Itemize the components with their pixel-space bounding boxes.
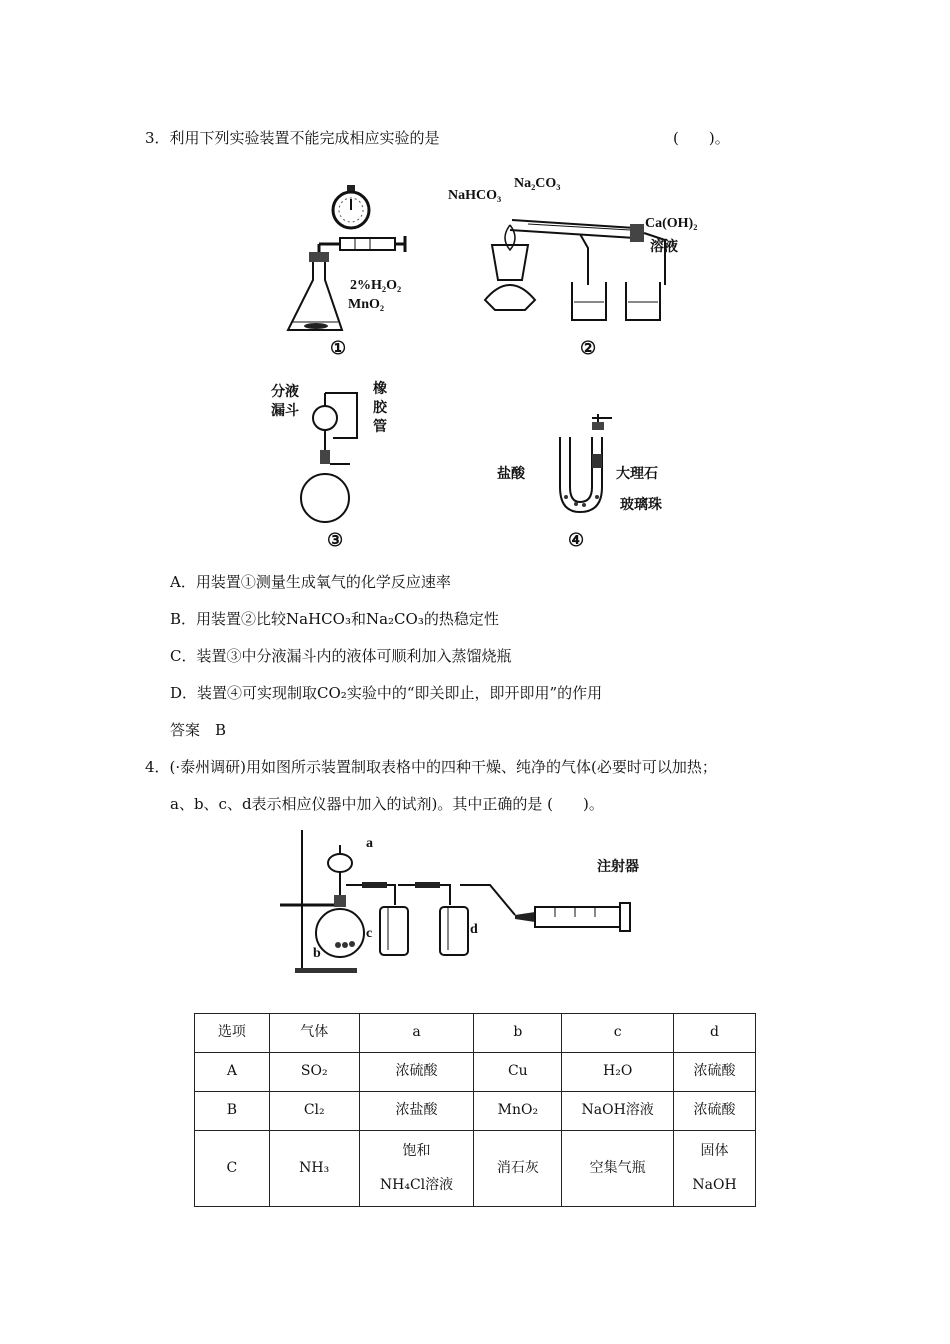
option-c: C．装置③中分液漏斗内的液体可顺利加入蒸馏烧瓶 [170, 647, 512, 665]
cell-line: NaOH [692, 1176, 737, 1193]
label-a: a [366, 836, 373, 851]
label-d: d [470, 922, 478, 937]
table-cell: 消石灰 [474, 1131, 562, 1207]
label-na2co3: Na₂CO₃ [514, 176, 561, 191]
table-cell: MnO₂ [474, 1092, 562, 1131]
gas-tubes-icon [346, 882, 515, 915]
table-cell [674, 1131, 756, 1207]
q3-stem: 3．利用下列实验装置不能完成相应实验的是 [145, 129, 440, 147]
table-cell: 空集气瓶 [562, 1131, 674, 1207]
q3-answer: 答案 B [170, 721, 227, 739]
table-cell: 浓硫酸 [674, 1092, 756, 1131]
table-row [195, 1092, 756, 1131]
label-tube-2: 胶 [373, 401, 387, 416]
test-tube-icon [510, 220, 665, 285]
conical-flask-icon [288, 244, 342, 330]
label-c: c [366, 926, 373, 941]
table-cell: NH₃ [269, 1131, 359, 1207]
apparatus-1-figure [280, 180, 430, 365]
syringe-icon [340, 236, 405, 252]
table-cell: 浓硫酸 [674, 1053, 756, 1092]
funnel-flask-icon [316, 845, 364, 957]
option-b: B．用装置②比较NaHCO₃和Na₂CO₃的热稳定性 [170, 610, 499, 628]
u-tube-icon [560, 414, 612, 512]
table-header: d [674, 1014, 756, 1053]
label-funnel-2: 漏斗 [271, 404, 299, 419]
label-h2o2: 2%H₂O₂ [350, 278, 402, 293]
table-cell: A [195, 1053, 270, 1092]
figure-number-2: ② [580, 338, 597, 359]
label-nahco3: NaHCO₃ [448, 188, 502, 203]
label-solution: 溶液 [650, 240, 678, 255]
table-cell: SO₂ [269, 1053, 359, 1092]
cell-line: NH₄Cl溶液 [379, 1176, 454, 1193]
apparatus-2-figure [470, 190, 690, 330]
table-cell: 浓硫酸 [359, 1053, 474, 1092]
syringe-q4-icon [515, 903, 630, 931]
table-header-row [195, 1014, 756, 1053]
table-header: 气体 [269, 1014, 359, 1053]
q4-stem-line2: a、b、c、d表示相应仪器中加入的试剂)。其中正确的是 ( )。 [170, 795, 604, 813]
table-header: a [359, 1014, 474, 1053]
option-a: A．用装置①测量生成氧气的化学反应速率 [170, 573, 451, 591]
distilling-flask-icon [301, 450, 350, 522]
apparatus-q4-figure [280, 825, 650, 980]
label-marble: 大理石 [616, 467, 658, 482]
label-glass-beads: 玻璃珠 [620, 498, 662, 513]
table-row [195, 1131, 756, 1207]
label-funnel-1: 分液 [271, 385, 299, 400]
apparatus-3-figure [295, 378, 375, 533]
table-cell: 浓盐酸 [359, 1092, 474, 1131]
table-cell: B [195, 1092, 270, 1131]
table-cell: Cl₂ [269, 1092, 359, 1131]
label-tube-3: 管 [373, 420, 387, 435]
table-header: c [562, 1014, 674, 1053]
figure-number-4: ④ [568, 530, 585, 551]
figure-number-3: ③ [327, 530, 344, 551]
label-b: b [313, 946, 321, 961]
wash-bottle-icon [380, 907, 468, 955]
alcohol-lamp-icon [485, 225, 535, 310]
q4-stem-line1: 4．(·泰州调研)用如图所示装置制取表格中的四种干燥、纯净的气体(必要时可以加热； [145, 758, 717, 776]
table-cell: Cu [474, 1053, 562, 1092]
label-tube-1: 橡 [373, 382, 387, 397]
label-syringe: 注射器 [597, 860, 639, 875]
table-cell: C [195, 1131, 270, 1207]
cell-line: 固体 [700, 1142, 729, 1159]
options-table [194, 1013, 756, 1207]
table-header: 选项 [195, 1014, 270, 1053]
separatory-funnel-icon [313, 393, 357, 458]
option-d: D．装置④可实现制取CO₂实验中的“即关即止，即开即用”的作用 [170, 684, 603, 702]
cell-line: 饱和 [402, 1142, 431, 1159]
table-cell: NaOH溶液 [562, 1092, 674, 1131]
table-header: b [474, 1014, 562, 1053]
q3-answer-blank: ( )。 [673, 129, 730, 147]
table-cell: H₂O [562, 1053, 674, 1092]
beaker-icon [572, 282, 660, 320]
label-caoh2: Ca(OH)₂ [645, 216, 698, 231]
label-mno2: MnO₂ [348, 297, 385, 312]
table-row [195, 1053, 756, 1092]
label-hcl: 盐酸 [497, 467, 525, 482]
stopwatch-icon [333, 185, 369, 228]
table-cell [359, 1131, 474, 1207]
figure-number-1: ① [330, 338, 347, 359]
